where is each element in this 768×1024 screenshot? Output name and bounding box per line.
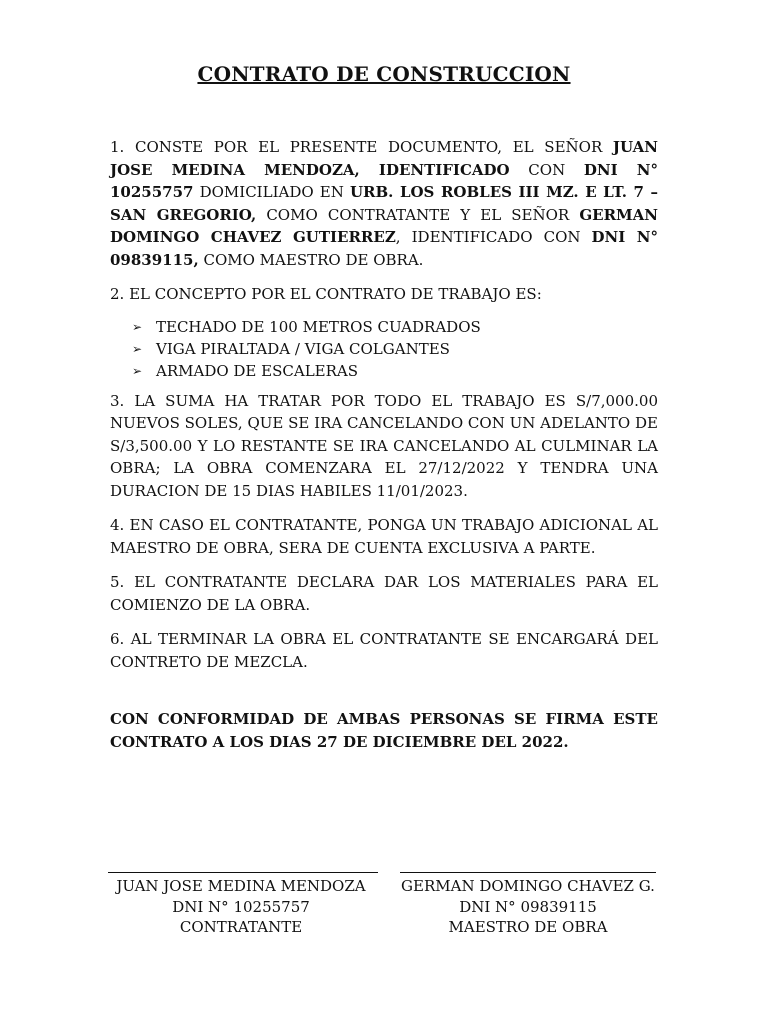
clause-2: 2. EL CONCEPTO POR EL CONTRATO DE TRABAJO ES: [110,285,542,303]
document-title: CONTRATO DE CONSTRUCCION [197,62,571,86]
signature-dni: DNI N° 10255757 [172,897,310,916]
list-item [132,360,658,382]
arrow-bullet-icon: ➢ [132,319,143,334]
clause-1-text-4: COMO CONTRATANTE Y EL SEÑOR [256,205,580,224]
arrow-bullet-icon: ➢ [132,363,143,378]
work-items-list [110,316,658,382]
list-item-text: ARMADO DE ESCALERAS [156,361,359,380]
clause-1 [110,136,658,271]
list-item-text: TECHADO DE 100 METROS CUADRADOS [156,317,481,336]
client-dni: DNI N° 10255757 [110,160,658,201]
clause-1-text-6: COMO MAESTRO DE OBRA. [198,250,424,269]
list-item-text: VIGA PIRALTADA / VIGA COLGANTES [156,339,450,358]
signature-name: GERMAN DOMINGO CHAVEZ G. [401,877,655,895]
arrow-bullet-icon: ➢ [132,341,143,356]
signature-role: MAESTRO DE OBRA [448,918,608,936]
clause-1-text-1: 1. CONSTE POR EL PRESENTE DOCUMENTO, EL SEÑOR [110,138,613,156]
document-body [110,136,658,685]
contractor-dni: DNI N° 09839115, [110,228,658,269]
clause-6: 6. AL TERMINAR LA OBRA EL CONTRATANTE SE ENCARGARÁ DEL CONTRETO DE MEZCLA. [110,630,658,671]
signature-block-contratante [108,872,378,938]
client-address: URB. LOS ROBLES III MZ. E LT. 7 – SAN GREGORIO, [110,183,658,224]
clause-3: 3. LA SUMA HA TRATAR POR TODO EL TRABAJO ES S/7,000.00 NUEVOS SOLES, QUE SE IRA CANCELANDO CON UN ADELANTO DE S/3,500.00 Y LO RESTANTE SE IRA CANCELANDO AL CULMINAR LA OBRA; LA OBRA COMENZARA EL 27/12/2022 Y TENDRA UNA DURACION DE 15 DIAS HABILES 11/01/2023. [110,391,658,500]
list-item [132,338,658,360]
contractor-name: GERMAN DOMINGO CHAVEZ GUTIERREZ [110,205,658,246]
signature-block-maestro [400,872,656,938]
signature-name: JUAN JOSE MEDINA MENDOZA [116,877,366,895]
signature-line [400,872,656,873]
signature-role: CONTRATANTE [179,918,303,936]
list-item [132,316,658,338]
client-name: JUAN JOSE MEDINA MENDOZA, IDENTIFICADO [110,138,658,179]
clause-1-text-5: , IDENTIFICADO CON [395,228,592,246]
clause-1-text-2: CON [509,160,584,179]
closing-statement: CON CONFORMIDAD DE AMBAS PERSONAS SE FIRMA ESTE CONTRATO A LOS DIAS 27 DE DICIEMBRE DEL 2022. [110,710,658,751]
clause-4: 4. EN CASO EL CONTRATANTE, PONGA UN TRABAJO ADICIONAL AL MAESTRO DE OBRA, SERA DE CUENTA EXCLUSIVA A PARTE. [110,516,658,557]
signature-dni: DNI N° 09839115 [459,897,597,916]
clause-1-text-3: DOMICILIADO EN [193,183,350,201]
signature-line [108,872,378,873]
clause-5: 5. EL CONTRATANTE DECLARA DAR LOS MATERIALES PARA EL COMIENZO DE LA OBRA. [110,573,658,614]
